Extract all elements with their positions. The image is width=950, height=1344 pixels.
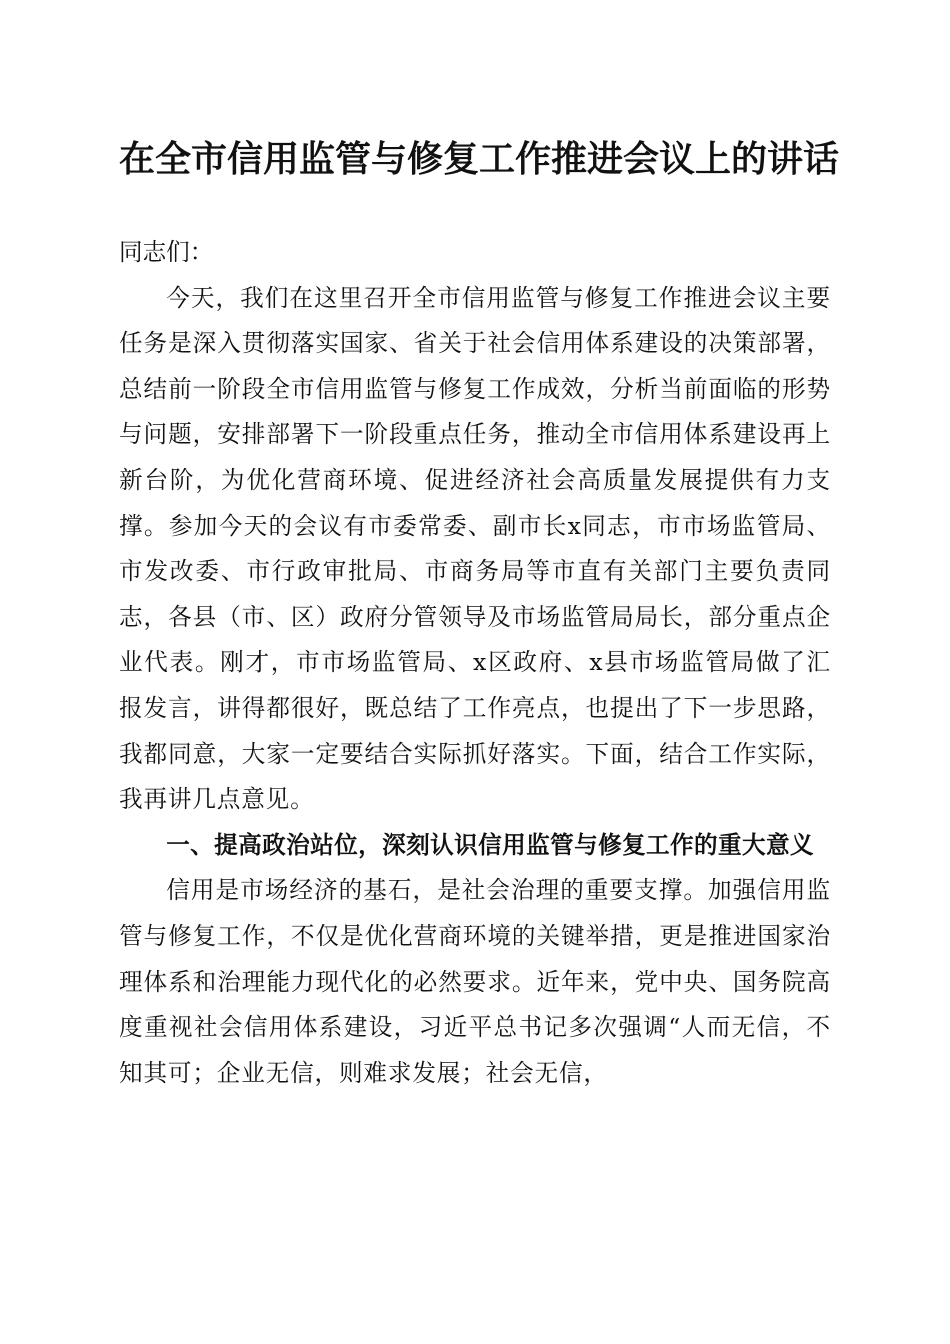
section-1-paragraph: 信用是市场经济的基石，是社会治理的重要支撑。加强信用监管与修复工作，不仅是优化营商环境的关键举措，更是推进国家治理体系和治理能力现代化的必然要求。近年来，党中央、国务院高度重视社会信用体系建设，习近平总书记多次强调“人而无信，不知其可；企业无信，则难求发展；社会无信， xyxy=(119,876,831,1087)
salutation: 同志们： xyxy=(119,238,214,266)
intro-paragraph: 今天，我们在这里召开全市信用监管与修复工作推进会议主要任务是深入贯彻落实国家、省关于社会信用体系建设的决策部署，总结前一阶段全市信用监管与修复工作成效，分析当前面临的形势与问题，安排部署下一阶段重点任务，推动全市信用体系建设再上新台阶，为优化营商环境、促进经济社会高质量发展提供有力支撑。参加今天的会议有市委常委、副市长x同志，市市场监管局、市发改委、市行政审批局、市商务局等市直有关部门主要负责同志，各县（市、区）政府分管领导及市场监管局局长，部分重点企业代表。刚才，市市场监管局、x区政府、x县市场监管局做了汇报发言，讲得都很好，既总结了工作亮点，也提出了下一步思路，我都同意，大家一定要结合实际抓好落实。下面，结合工作实际，我再讲几点意见。 xyxy=(119,283,831,814)
section-1-heading: 一、提高政治站位，深刻认识信用监管与修复工作的重大意义 xyxy=(166,830,815,859)
document-title: 在全市信用监管与修复工作推进会议上的讲话 xyxy=(119,139,840,180)
document-body xyxy=(119,230,831,1096)
